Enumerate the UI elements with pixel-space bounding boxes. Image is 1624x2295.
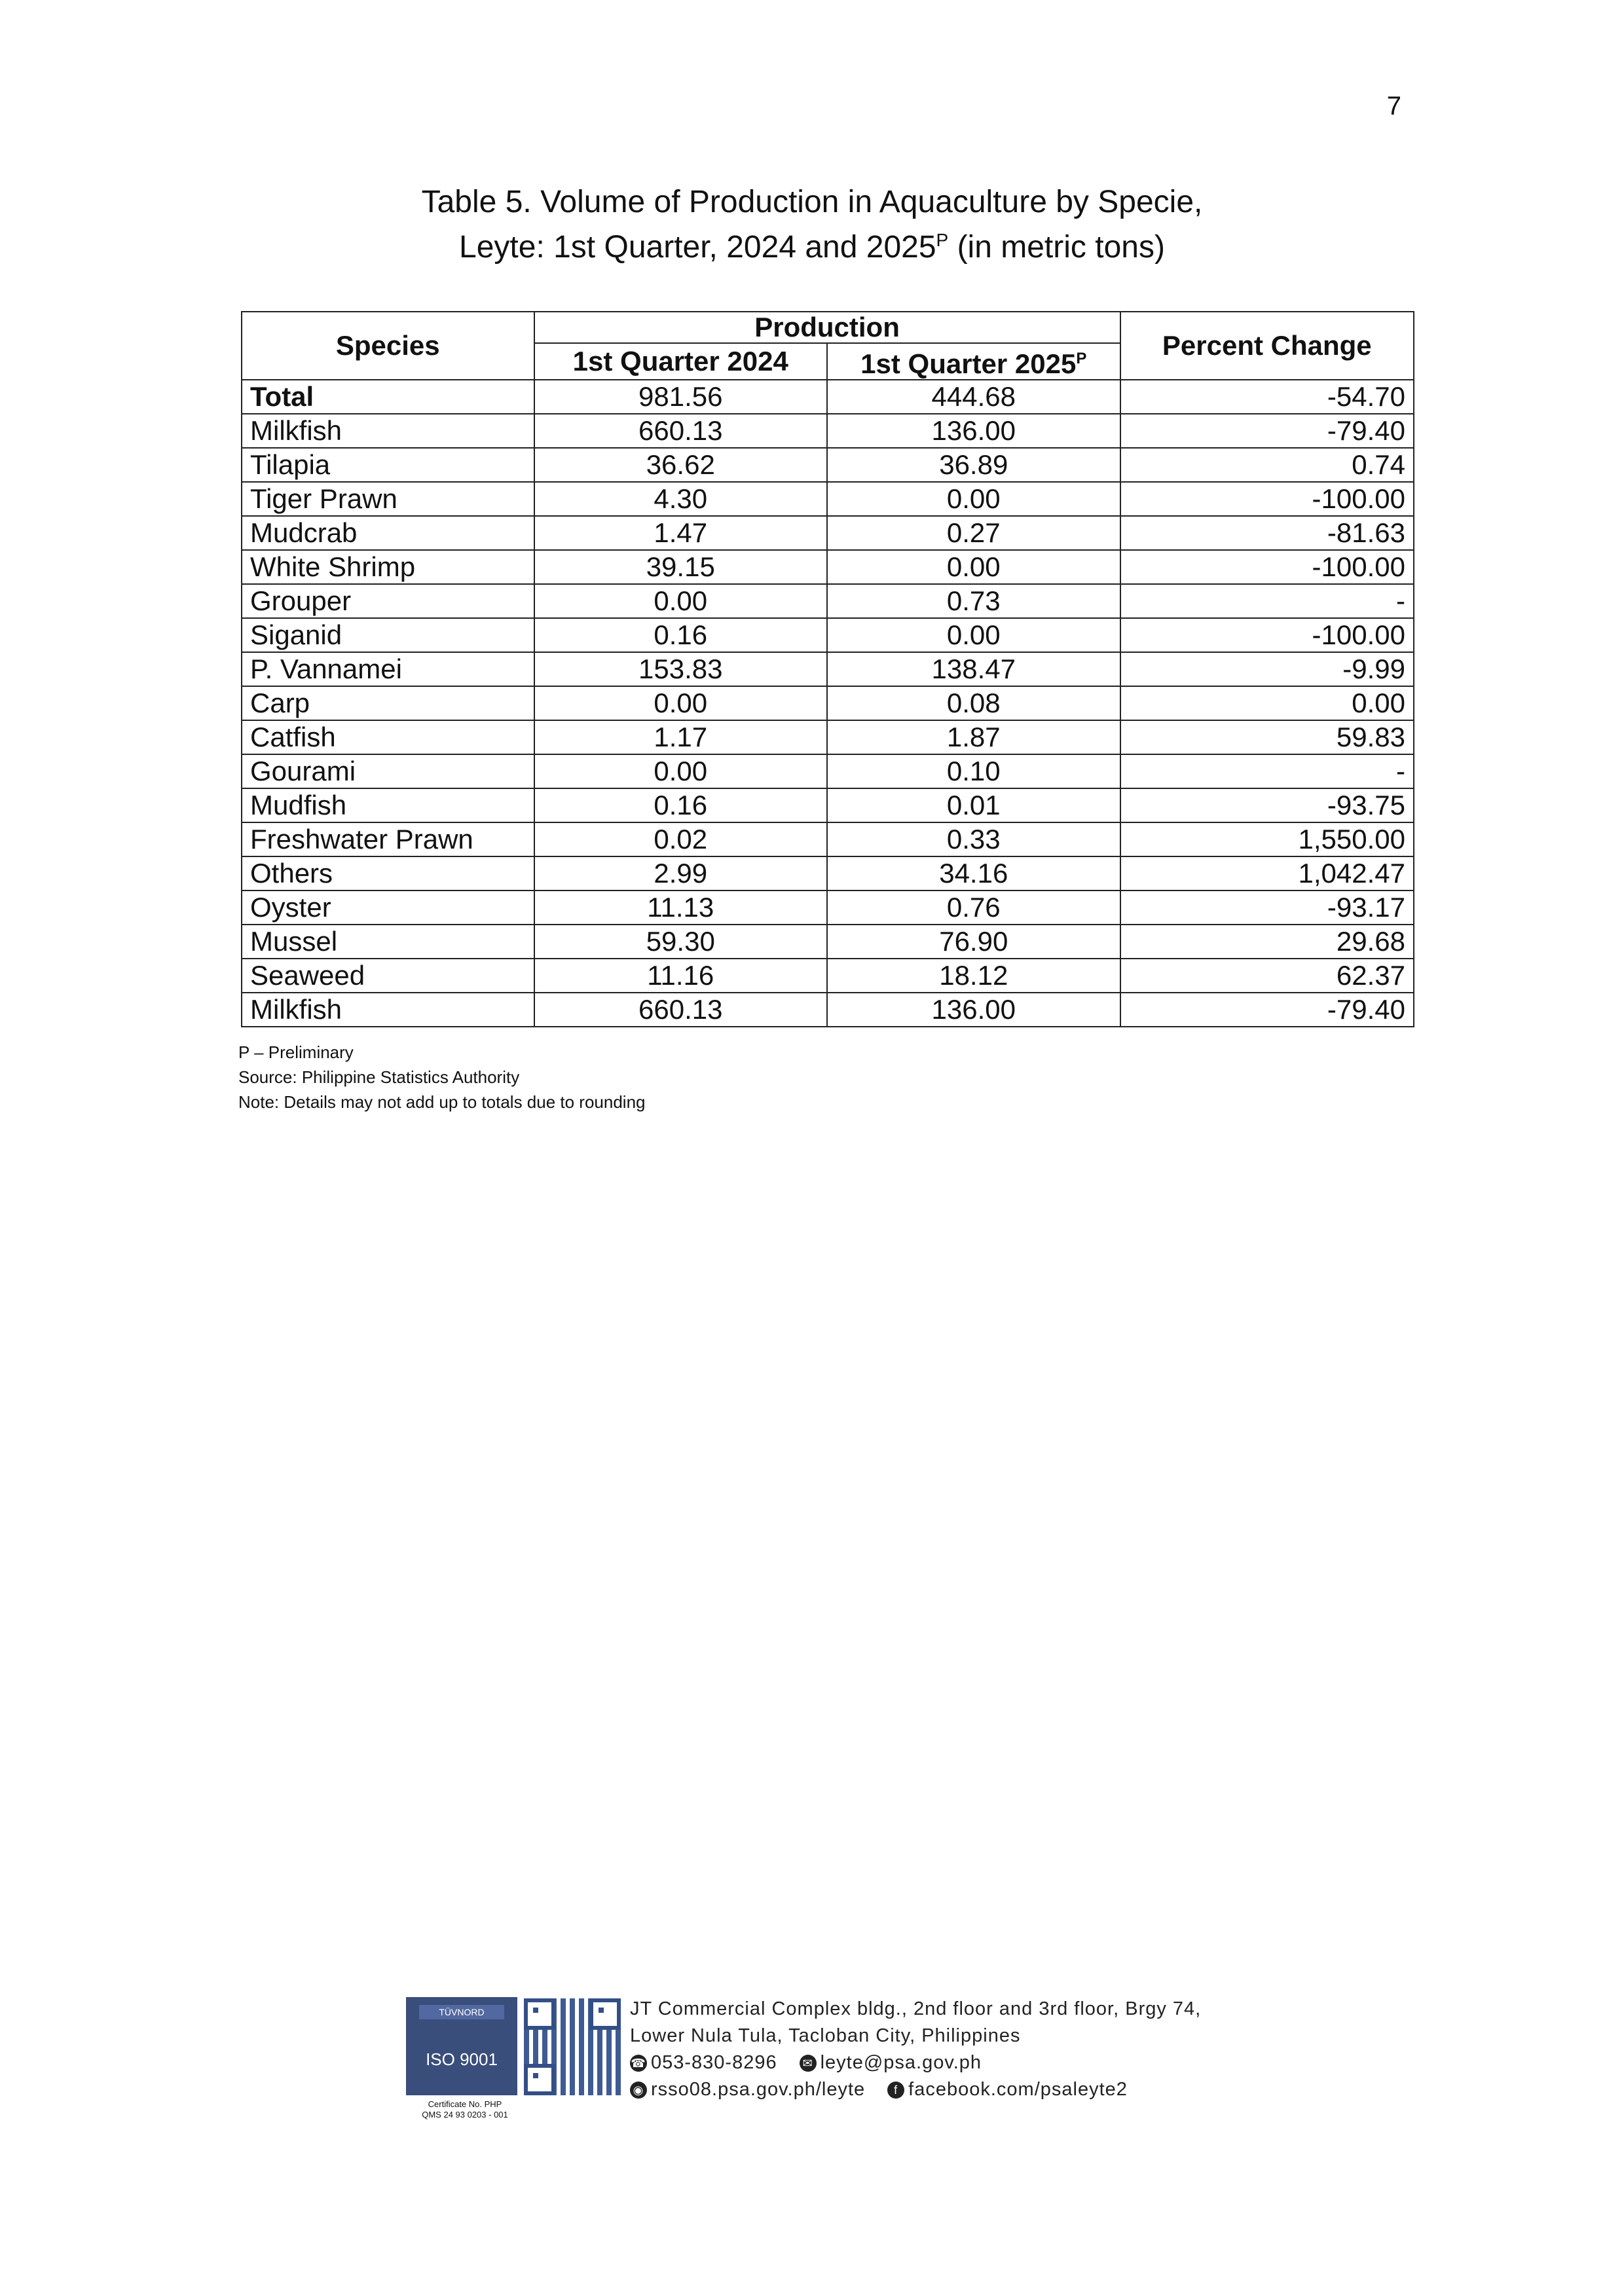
percent-change-cell: -93.17 xyxy=(1120,890,1414,925)
q2025-cell: 0.00 xyxy=(827,550,1120,584)
percent-change-cell: -100.00 xyxy=(1120,550,1414,584)
percent-change-cell: - xyxy=(1120,584,1414,618)
title-line-2 xyxy=(0,221,1624,266)
table-row xyxy=(242,890,1414,925)
table-row xyxy=(242,925,1414,959)
q2025-cell: 0.08 xyxy=(827,686,1120,720)
q2025-cell: 1.87 xyxy=(827,720,1120,754)
header-species: Species xyxy=(242,312,534,380)
q2024-cell: 660.13 xyxy=(534,993,827,1027)
q2024-cell: 11.16 xyxy=(534,959,827,993)
qr-finder xyxy=(524,1998,555,2030)
q2025-cell: 136.00 xyxy=(827,414,1120,448)
q2024-cell: 1.47 xyxy=(534,516,827,550)
table-row xyxy=(242,754,1414,788)
q2024-cell: 0.00 xyxy=(534,584,827,618)
percent-change-cell: -79.40 xyxy=(1120,414,1414,448)
table-notes xyxy=(238,1040,646,1114)
species-cell: Seaweed xyxy=(242,959,534,993)
globe-icon: ◉ xyxy=(630,2082,647,2099)
iso-certification-logo xyxy=(406,1997,517,2095)
q2024-cell: 981.56 xyxy=(534,380,827,414)
title-line-2-main: Leyte: 1st Quarter, 2024 and 2025 xyxy=(459,230,936,265)
q2024-cell: 2.99 xyxy=(534,856,827,890)
species-cell: Milkfish xyxy=(242,993,534,1027)
table-row xyxy=(242,686,1414,720)
species-cell: Freshwater Prawn xyxy=(242,822,534,856)
species-cell: Others xyxy=(242,856,534,890)
q2025-cell: 34.16 xyxy=(827,856,1120,890)
table-row xyxy=(242,822,1414,856)
q2025-cell: 138.47 xyxy=(827,652,1120,686)
species-cell: Mudfish xyxy=(242,788,534,822)
q2025-cell: 0.00 xyxy=(827,482,1120,516)
address-line-2: Lower Nula Tula, Tacloban City, Philippines xyxy=(630,2025,1021,2046)
percent-change-cell: -100.00 xyxy=(1120,618,1414,652)
phone-icon: ☎ xyxy=(630,2055,647,2072)
q2024-cell: 0.02 xyxy=(534,822,827,856)
q2024-cell: 0.16 xyxy=(534,788,827,822)
q2024-cell: 0.00 xyxy=(534,754,827,788)
title-line-2-unit: (in metric tons) xyxy=(948,230,1165,265)
table-row xyxy=(242,414,1414,448)
q2025-cell: 76.90 xyxy=(827,925,1120,959)
website-link[interactable]: rsso08.psa.gov.ph/leyte xyxy=(651,2079,866,2100)
species-cell: Mudcrab xyxy=(242,516,534,550)
note-rounding: Note: Details may not add up to totals due to rounding xyxy=(238,1092,646,1112)
page-number: 7 xyxy=(1386,92,1401,120)
table-row xyxy=(242,618,1414,652)
contact-row-1 xyxy=(630,2049,1259,2076)
q2025-cell: 0.01 xyxy=(827,788,1120,822)
header-percent-change: Percent Change xyxy=(1120,312,1414,380)
species-cell: Gourami xyxy=(242,754,534,788)
q2025-cell: 136.00 xyxy=(827,993,1120,1027)
q2025-cell: 444.68 xyxy=(827,380,1120,414)
species-cell: Tilapia xyxy=(242,448,534,482)
table-title xyxy=(0,183,1624,266)
percent-change-cell: 1,042.47 xyxy=(1120,856,1414,890)
table-row xyxy=(242,993,1414,1027)
table-body xyxy=(242,380,1414,1027)
q2024-cell: 39.15 xyxy=(534,550,827,584)
header-q2025-superscript: P xyxy=(1076,350,1087,367)
percent-change-cell: -9.99 xyxy=(1120,652,1414,686)
species-cell: White Shrimp xyxy=(242,550,534,584)
qr-code-icon xyxy=(524,1998,621,2095)
table-row xyxy=(242,856,1414,890)
q2025-cell: 36.89 xyxy=(827,448,1120,482)
species-cell: Grouper xyxy=(242,584,534,618)
q2024-cell: 153.83 xyxy=(534,652,827,686)
table-row xyxy=(242,448,1414,482)
percent-change-cell: - xyxy=(1120,754,1414,788)
percent-change-cell: 62.37 xyxy=(1120,959,1414,993)
table-row xyxy=(242,482,1414,516)
header-production: Production xyxy=(534,312,1120,343)
table-row xyxy=(242,516,1414,550)
percent-change-cell: 0.74 xyxy=(1120,448,1414,482)
percent-change-cell: 59.83 xyxy=(1120,720,1414,754)
qr-finder xyxy=(589,1998,621,2030)
percent-change-cell: 29.68 xyxy=(1120,925,1414,959)
q2025-cell: 18.12 xyxy=(827,959,1120,993)
q2024-cell: 1.17 xyxy=(534,720,827,754)
table-row xyxy=(242,550,1414,584)
table-row xyxy=(242,584,1414,618)
q2024-cell: 4.30 xyxy=(534,482,827,516)
production-table xyxy=(241,311,1414,1027)
certificate-line-2: QMS 24 93 0203 - 001 xyxy=(422,2110,508,2120)
table-row xyxy=(242,720,1414,754)
table-row xyxy=(242,788,1414,822)
qr-finder xyxy=(524,2064,555,2095)
percent-change-cell: -93.75 xyxy=(1120,788,1414,822)
species-cell: Total xyxy=(242,380,534,414)
species-cell: Milkfish xyxy=(242,414,534,448)
header-q2025-label: 1st Quarter 2025 xyxy=(860,348,1077,379)
species-cell: Catfish xyxy=(242,720,534,754)
species-cell: Tiger Prawn xyxy=(242,482,534,516)
q2025-cell: 0.33 xyxy=(827,822,1120,856)
q2025-cell: 0.00 xyxy=(827,618,1120,652)
q2025-cell: 0.76 xyxy=(827,890,1120,925)
facebook-icon: f xyxy=(887,2082,904,2099)
table-row xyxy=(242,959,1414,993)
header-q2025 xyxy=(827,343,1120,380)
contact-row-2 xyxy=(630,2076,1259,2103)
title-superscript: P xyxy=(936,230,949,250)
q2025-cell: 0.27 xyxy=(827,516,1120,550)
address-line-1: JT Commercial Complex bldg., 2nd floor and 3rd floor, Brgy 74, xyxy=(630,1998,1202,2019)
species-cell: P. Vannamei xyxy=(242,652,534,686)
percent-change-cell: 0.00 xyxy=(1120,686,1414,720)
email-link[interactable]: leyte@psa.gov.ph xyxy=(820,2052,982,2073)
q2024-cell: 0.16 xyxy=(534,618,827,652)
percent-change-cell: -54.70 xyxy=(1120,380,1414,414)
percent-change-cell: -81.63 xyxy=(1120,516,1414,550)
q2024-cell: 11.13 xyxy=(534,890,827,925)
species-cell: Carp xyxy=(242,686,534,720)
percent-change-cell: -79.40 xyxy=(1120,993,1414,1027)
header-q2024: 1st Quarter 2024 xyxy=(534,343,827,380)
q2025-cell: 0.10 xyxy=(827,754,1120,788)
q2024-cell: 0.00 xyxy=(534,686,827,720)
contact-info xyxy=(630,1996,1259,2103)
facebook-link[interactable]: facebook.com/psaleyte2 xyxy=(908,2079,1128,2100)
table-row xyxy=(242,652,1414,686)
certificate-number xyxy=(406,2099,524,2120)
q2024-cell: 59.30 xyxy=(534,925,827,959)
percent-change-cell: -100.00 xyxy=(1120,482,1414,516)
table-row xyxy=(242,380,1414,414)
email-icon: ✉ xyxy=(800,2055,817,2072)
certificate-line-1: Certificate No. PHP xyxy=(428,2099,502,2109)
species-cell: Oyster xyxy=(242,890,534,925)
note-source: Source: Philippine Statistics Authority xyxy=(238,1067,520,1087)
q2025-cell: 0.73 xyxy=(827,584,1120,618)
iso-label: ISO 9001 xyxy=(426,2049,498,2069)
percent-change-cell: 1,550.00 xyxy=(1120,822,1414,856)
note-preliminary: P – Preliminary xyxy=(238,1042,354,1062)
species-cell: Siganid xyxy=(242,618,534,652)
iso-band-text: TÜVNORD xyxy=(419,2005,504,2019)
q2024-cell: 36.62 xyxy=(534,448,827,482)
q2024-cell: 660.13 xyxy=(534,414,827,448)
page-footer xyxy=(406,1991,1257,2121)
title-line-1: Table 5. Volume of Production in Aquaculture by Specie, xyxy=(421,185,1203,219)
species-cell: Mussel xyxy=(242,925,534,959)
phone-number: 053-830-8296 xyxy=(651,2052,777,2073)
